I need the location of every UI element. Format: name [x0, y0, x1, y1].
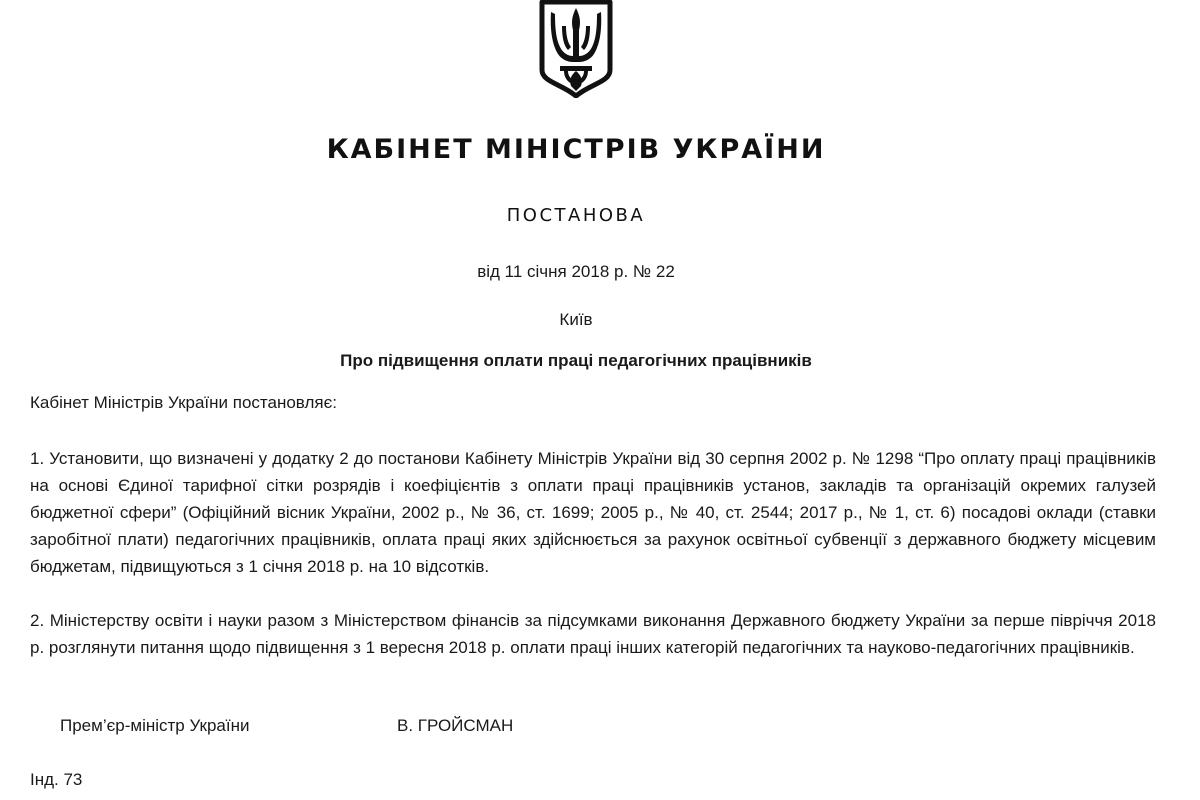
document-date-number: від 11 січня 2018 р. № 22	[477, 262, 675, 281]
coat-of-arms-icon	[538, 0, 614, 98]
signatory-name: В. ГРОЙСМАН	[397, 716, 514, 735]
preamble: Кабінет Міністрів України постановляє:	[30, 393, 337, 412]
document-subject: Про підвищення оплати праці педагогічних працівників	[340, 351, 812, 370]
signatory-position: Прем’єр-міністр України	[60, 716, 250, 735]
document-type: ПОСТАНОВА	[506, 205, 646, 226]
organization-title: КАБІНЕТ МІНІСТРІВ УКРАЇНИ	[326, 134, 826, 165]
paragraph-1: 1. Установити, що визначені у додатку 2 до постанови Кабінету Міністрів України від 30 серпня 2002 р. № 1298 “Про оплату праці працівників на основі Єдиної тарифної сітки розрядів і коефіцієнтів з оплати праці працівників установ, закладів та організацій окремих галузей бюджетної сфери” (Офіційний вісник України, 2002 р., № 36, ст. 1699; 2005 р., № 40, ст. 2544; 2017 р., № 1, ст. 6) посадові оклади (ставки заробітної плати) педагогічних працівників, оплата праці яких здійснюється за рахунок освітньої субвенції з державного бюджету місцевим бюджетам, підвищуються з 1 січня 2018 р. на 10 відсотків.	[30, 449, 1156, 576]
index-reference: Інд. 73	[30, 770, 83, 789]
document-city: Київ	[559, 310, 593, 329]
paragraph-2: 2. Міністерству освіти і науки разом з Міністерством фінансів за підсумками виконання Державного бюджету України за перше півріччя 2018 р. розглянути питання щодо підвищення з 1 вересня 2018 р. оплати праці інших категорій педагогічних та науково-педагогічних працівників.	[30, 611, 1156, 657]
